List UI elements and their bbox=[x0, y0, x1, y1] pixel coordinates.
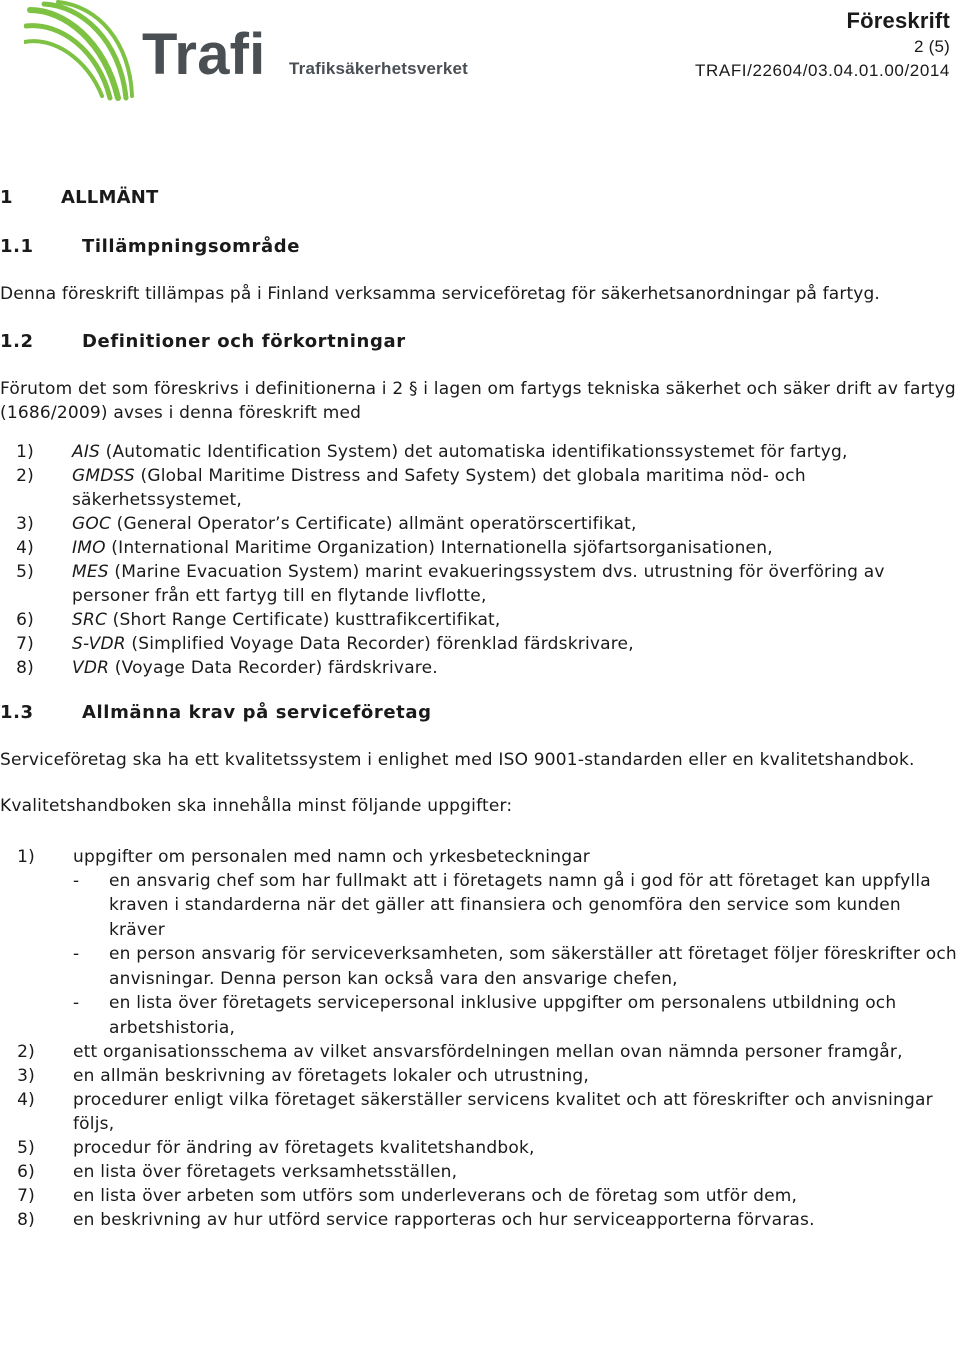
subsection-number: 1.3 bbox=[0, 701, 34, 723]
dash-bullet: - bbox=[73, 993, 80, 1013]
subsection-heading-1-2 bbox=[0, 329, 958, 355]
sublist-text: en person ansvarig för serviceverksamheten, som säkerställer att företaget följer föreskrifter och anvisningar. Denna person kan också vara den ansvarige chefen, bbox=[109, 944, 957, 989]
requirement-item bbox=[0, 1184, 958, 1208]
section-number: 1 bbox=[0, 187, 13, 208]
definition-item bbox=[0, 464, 958, 512]
requirement-sublist bbox=[73, 869, 958, 1041]
requirement-main-text: en lista över arbeten som utförs som underleverans och de företag som utför dem, bbox=[73, 1186, 798, 1206]
section-heading-1 bbox=[0, 184, 958, 212]
definition-item bbox=[0, 536, 958, 560]
definition-description: (Voyage Data Recorder) färdskrivare. bbox=[109, 657, 438, 678]
abbreviation: S-VDR bbox=[72, 633, 126, 654]
definition-text bbox=[72, 440, 958, 464]
subsection-heading-1-3 bbox=[0, 700, 958, 726]
requirement-main-text: procedur för ändring av företagets kvalitetshandbok, bbox=[73, 1138, 535, 1158]
item-number: 3) bbox=[17, 1066, 35, 1086]
definitions-list bbox=[0, 440, 958, 680]
subsection-heading-1-1 bbox=[0, 234, 958, 260]
definition-item bbox=[0, 512, 958, 536]
item-number: 6) bbox=[17, 1162, 35, 1182]
sublist-item bbox=[73, 942, 958, 991]
abbreviation: VDR bbox=[72, 657, 110, 678]
requirement-item bbox=[0, 1136, 958, 1160]
definition-description: (Short Range Certificate) kusttrafikcertifikat, bbox=[107, 609, 501, 630]
item-number: 5) bbox=[17, 1138, 35, 1158]
requirement-text bbox=[73, 1184, 958, 1208]
definition-description: (Simplified Voyage Data Recorder) förenklad färdskrivare, bbox=[125, 633, 634, 654]
scope-paragraph: Denna föreskrift tillämpas på i Finland verksamma serviceföretag för säkerhetsanordningar på fartyg. bbox=[0, 284, 880, 304]
document-reference: TRAFI/22604/03.04.01.00/2014 bbox=[695, 61, 950, 80]
abbreviation: MES bbox=[72, 561, 109, 582]
requirement-item bbox=[0, 1088, 958, 1136]
item-number: 7) bbox=[16, 633, 34, 654]
item-number: 6) bbox=[16, 609, 34, 630]
requirement-main-text: en beskrivning av hur utförd service rapporteras och hur serviceapporterna förvaras. bbox=[73, 1210, 815, 1230]
requirement-text bbox=[73, 845, 958, 1041]
requirement-item bbox=[0, 1160, 958, 1184]
sublist-text: en ansvarig chef som har fullmakt att i företagets namn gå i god för att företaget kan uppfylla kraven i standarderna när det gäller att finansiera och genomföra den service som kunden kräver bbox=[109, 870, 931, 940]
definition-item bbox=[0, 656, 958, 680]
requirement-item bbox=[0, 1040, 958, 1064]
item-number: 4) bbox=[17, 1090, 35, 1110]
item-number: 1) bbox=[16, 441, 34, 462]
item-number: 3) bbox=[16, 513, 34, 534]
definition-item bbox=[0, 560, 958, 608]
quality-system-paragraph: Serviceföretag ska ha ett kvalitetssystem i enlighet med ISO 9001-standarden eller en kvalitetshandbok. bbox=[0, 749, 915, 770]
definition-text bbox=[72, 560, 958, 608]
definition-item bbox=[0, 608, 958, 632]
requirement-item bbox=[0, 845, 958, 1041]
subsection-title: Definitioner och förkortningar bbox=[82, 330, 406, 352]
definition-item bbox=[0, 632, 958, 656]
item-number: 2) bbox=[16, 465, 34, 486]
requirement-main-text: uppgifter om personalen med namn och yrkesbeteckningar bbox=[73, 846, 590, 867]
page-number: 2 (5) bbox=[914, 37, 950, 56]
definition-description: (International Maritime Organization) Internationella sjöfartsorganisationen, bbox=[105, 537, 773, 558]
sublist-text: en lista över företagets servicepersonal inklusive uppgifter om personalens utbildning och arbetshistoria, bbox=[109, 993, 897, 1038]
definition-text bbox=[72, 656, 958, 680]
subsection-number: 1.1 bbox=[0, 236, 34, 257]
requirement-text bbox=[73, 1208, 958, 1232]
requirement-main-text: ett organisationsschema av vilket ansvarsfördelningen mellan ovan nämnda personer framgår, bbox=[73, 1042, 903, 1062]
sublist-item bbox=[73, 991, 958, 1040]
subsection-number: 1.2 bbox=[0, 330, 34, 352]
definition-text bbox=[72, 512, 958, 536]
section-sign: § bbox=[408, 378, 418, 399]
definition-description: (General Operator’s Certificate) allmänt operatörscertifikat, bbox=[111, 513, 637, 534]
document-type: Föreskrift bbox=[846, 8, 950, 33]
item-number: 1) bbox=[17, 846, 35, 867]
logo-subtext: Trafiksäkerhetsverket bbox=[289, 59, 469, 78]
item-number: 8) bbox=[17, 1210, 35, 1230]
definition-description: (Global Maritime Distress and Safety System) det globala maritima nöd- och säkerhetssystemet, bbox=[72, 465, 806, 510]
abbreviation: GOC bbox=[72, 513, 112, 534]
definitions-intro bbox=[0, 377, 958, 426]
abbreviation: AIS bbox=[72, 441, 101, 462]
logo-wordmark: Trafi bbox=[142, 22, 266, 87]
intro-text-a: Förutom det som föreskrivs i definitionerna i 2 bbox=[0, 378, 404, 399]
definition-text bbox=[72, 536, 958, 560]
handbook-requirements-list bbox=[0, 845, 958, 1233]
requirement-text bbox=[73, 1136, 958, 1160]
requirement-main-text: en allmän beskrivning av företagets lokaler och utrustning, bbox=[73, 1066, 590, 1086]
section-title: ALLMÄNT bbox=[61, 187, 159, 208]
definition-text bbox=[72, 608, 958, 632]
requirement-text bbox=[73, 1040, 958, 1064]
document-body bbox=[0, 184, 958, 1232]
definition-description: (Automatic Identification System) det automatiska identifikationssystemet för fartyg, bbox=[100, 441, 848, 462]
subsection-title: Tillämpningsområde bbox=[82, 236, 301, 257]
handbook-intro-paragraph: Kvalitetshandboken ska innehålla minst följande uppgifter: bbox=[0, 796, 513, 816]
requirement-item bbox=[0, 1208, 958, 1232]
requirement-text bbox=[73, 1160, 958, 1184]
requirement-text bbox=[73, 1088, 958, 1136]
sublist-item bbox=[73, 869, 958, 943]
item-number: 7) bbox=[17, 1186, 35, 1206]
dash-bullet: - bbox=[73, 870, 80, 891]
item-number: 4) bbox=[16, 537, 34, 558]
abbreviation: SRC bbox=[72, 609, 108, 630]
requirement-item bbox=[0, 1064, 958, 1088]
abbreviation: IMO bbox=[72, 537, 106, 558]
dash-bullet: - bbox=[73, 944, 80, 964]
trafi-logo-mark bbox=[24, 0, 484, 102]
trafi-logo bbox=[24, 0, 484, 102]
requirement-main-text: procedurer enligt vilka företaget säkerställer servicens kvalitet och att föreskrifter och anvisningar följs, bbox=[73, 1090, 933, 1134]
subsection-title: Allmänna krav på serviceföretag bbox=[82, 701, 432, 723]
definition-item bbox=[0, 440, 958, 464]
definition-text bbox=[72, 632, 958, 656]
requirement-main-text: en lista över företagets verksamhetsställen, bbox=[73, 1162, 458, 1182]
item-number: 8) bbox=[16, 657, 34, 678]
abbreviation: GMDSS bbox=[72, 465, 135, 486]
definition-description: (Marine Evacuation System) marint evakueringssystem dvs. utrustning för överföring av personer från ett fartyg till en flytande livflotte, bbox=[72, 561, 885, 606]
intro-text-b: i lagen om fartygs tekniska säkerhet och säker drift av fartyg (1686/2009) avses i denna föreskrift med bbox=[0, 378, 956, 423]
item-number: 5) bbox=[16, 561, 34, 582]
item-number: 2) bbox=[17, 1042, 35, 1062]
definition-text bbox=[72, 464, 958, 512]
requirement-text bbox=[73, 1064, 958, 1088]
